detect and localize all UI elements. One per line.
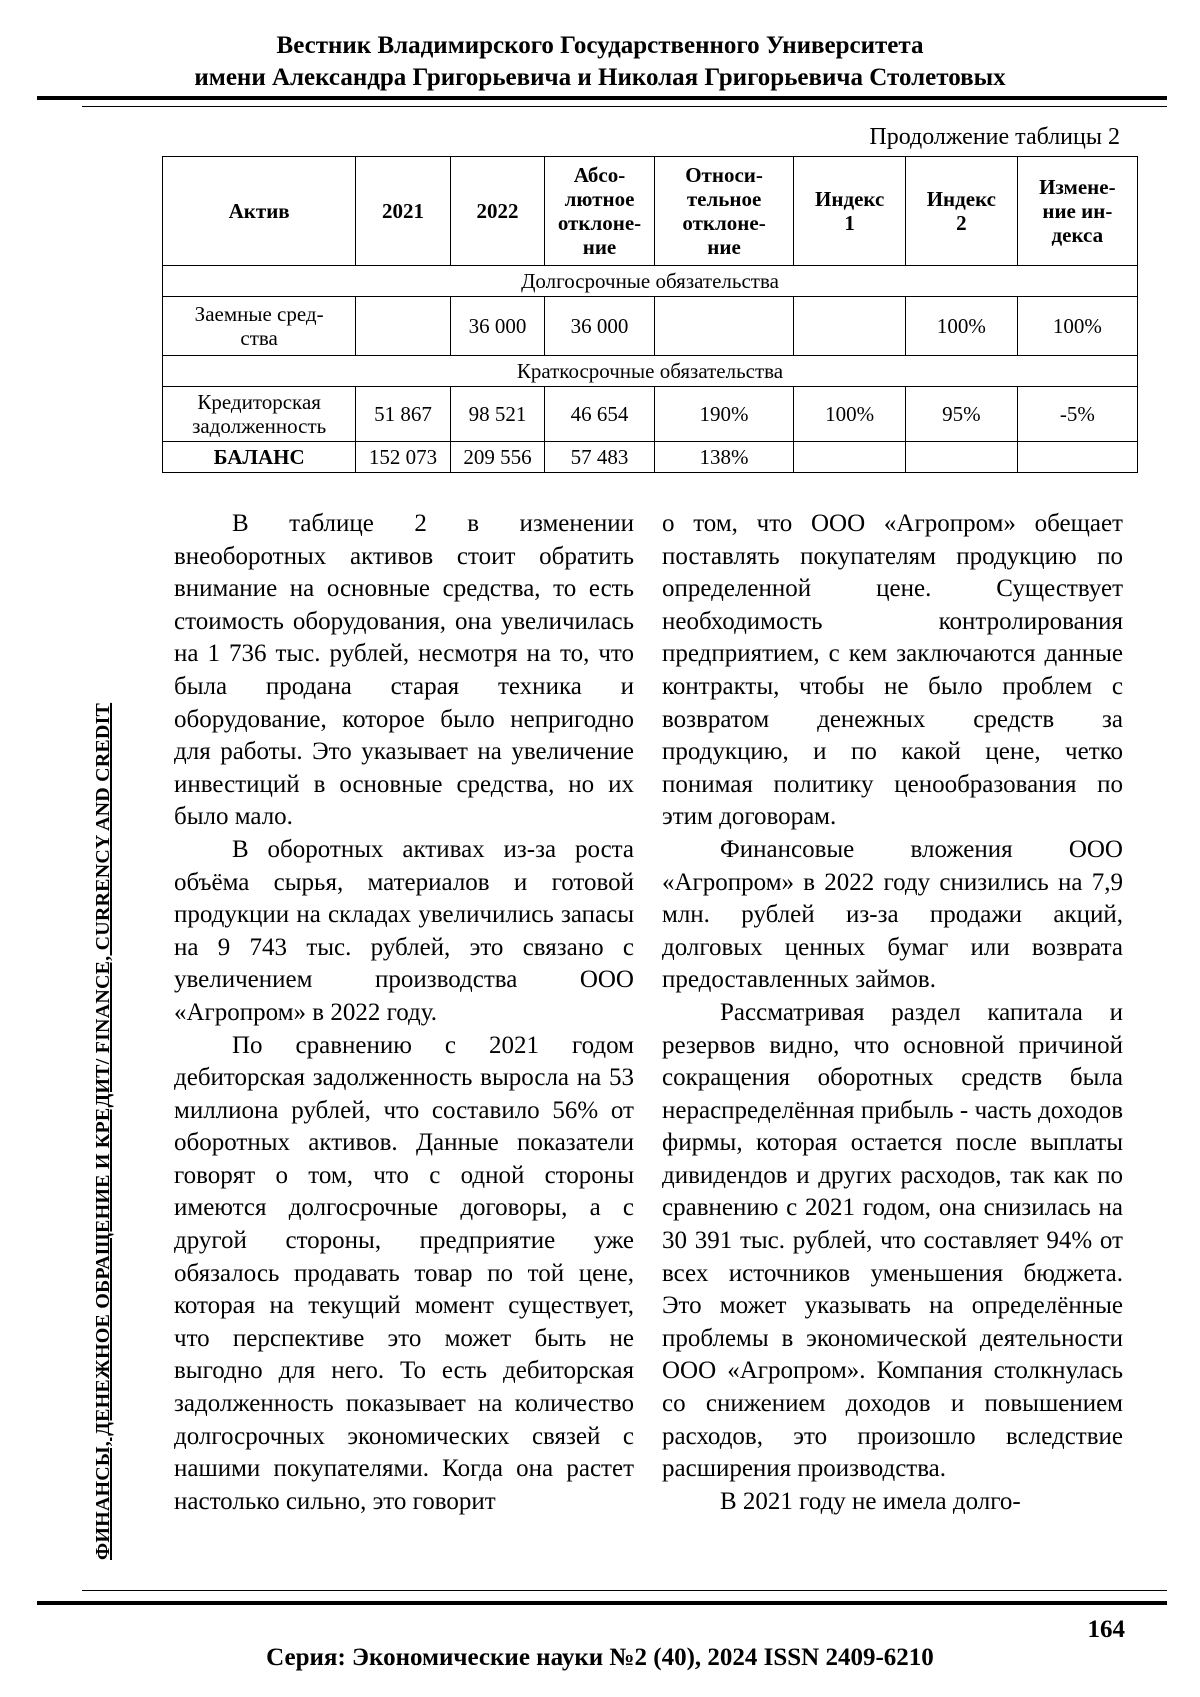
section-side-label: ФИНАНСЫ, ДЕНЕЖНОЕ ОБРАЩЕНИЕ И КРЕДИТ/ FINANCE, CURRENCY AND CREDIT	[92, 702, 114, 1560]
table-cell: 51 867	[356, 387, 450, 442]
table-cell	[654, 297, 794, 356]
right-column	[662, 508, 1123, 1518]
table-cell: 95%	[906, 387, 1018, 442]
table-cell	[1017, 442, 1137, 473]
col-header: Индекс 2	[906, 157, 1018, 266]
section-row	[163, 356, 1138, 387]
table-cell: 100%	[794, 387, 906, 442]
paragraph: о том, что ООО «Агропром» обещает поставлять покупателям продукцию по определенной цене. Существует необходимость контролирования предприятием, с кем заключаются данные контракты, чтобы не было проблем с возвратом денежных средств за продукцию, и по какой цене, четко понимая политику ценообразования по этим договорам.	[662, 510, 1123, 831]
header-thin-rule	[82, 106, 1167, 107]
table-row	[163, 442, 1138, 473]
table-cell: 36 000	[450, 297, 544, 356]
series-footer: Серия: Экономические науки №2 (40), 2024 ISSN 2409-6210	[266, 1644, 934, 1671]
table-header-row	[163, 157, 1138, 266]
header-rule	[37, 96, 1167, 100]
table-cell	[906, 442, 1018, 473]
col-header: Относи- тельное отклоне- ние	[654, 157, 794, 266]
paragraph: В 2021 году не имела долго-	[720, 1487, 1021, 1515]
col-header: Актив	[163, 157, 356, 266]
table-cell	[794, 442, 906, 473]
table-cell: БАЛАНС	[163, 442, 356, 473]
table-cell: 98 521	[450, 387, 544, 442]
table-cell: 209 556	[450, 442, 544, 473]
paragraph: В таблице 2 в изменении внеоборотных активов стоит обратить внимание на основные средства, то есть стоимость оборудования, она увеличилась на 1 736 тыс. рублей, несмотря на то, что была продана старая техника и оборудование, которое было непригодно для работы. Это указывает на увеличение инвестиций в основные средства, но их было мало.	[174, 510, 634, 831]
journal-title-line1: Вестник Владимирского Государственного Университета	[276, 32, 924, 59]
col-header: Индекс 1	[794, 157, 906, 266]
table-cell: 57 483	[545, 442, 655, 473]
paragraph: По сравнению с 2021 годом дебиторская задолженность выросла на 53 миллиона рублей, что составило 56% от оборотных активов. Данные показатели говорят о том, что с одной стороны имеются долгосрочные договоры, а с другой стороны, предприятие уже обязалось продавать товар по той цене, которая на текущий момент существует, что перспективе это может быть не выгодно для него. То есть дебиторская задолженность показывает на количество долгосрочных экономических связей с нашими покупателями. Когда она растет настолько сильно, это говорит	[174, 1031, 634, 1515]
table-cell: 36 000	[545, 297, 655, 356]
table-row	[163, 387, 1138, 442]
table-cell: 100%	[1017, 297, 1137, 356]
footer-rule	[37, 1601, 1167, 1605]
table-cell: 152 073	[356, 442, 450, 473]
journal-title-line2: имени Александра Григорьевича и Николая Григорьевича Столетовых	[194, 64, 1006, 91]
page-number: 164	[1087, 1616, 1125, 1643]
balance-table	[162, 156, 1138, 473]
section-title: Долгосрочные обязательства	[163, 266, 1138, 297]
journal-header	[0, 30, 1200, 94]
paragraph: Рассматривая раздел капитала и резервов видно, что основной причиной сокращения оборотных средств была нераспределённая прибыль - часть доходов фирмы, которая остается после выплаты дивидендов и других расходов, так как по сравнению с 2021 годом, она снизилась на 30 391 тыс. рублей, что составляет 94% от всех источников уменьшения бюджета. Это может указывать на определённые проблемы в экономической деятельности ООО «Агропром». Компания столкнулась со снижением доходов и повышением расходов, это произошло вследствие расширения производства.	[662, 998, 1123, 1483]
section-title: Краткосрочные обязательства	[163, 356, 1138, 387]
col-header: 2021	[356, 157, 450, 266]
table-cell: 190%	[654, 387, 794, 442]
paragraph: В оборотных активах из-за роста объёма сырья, материалов и готовой продукции на складах увеличились запасы на 9 743 тыс. рублей, это связано с увеличением производства ООО «Агропром» в 2022 году.	[174, 835, 634, 1026]
col-header: Абсо- лютное отклоне- ние	[545, 157, 655, 266]
col-header: 2022	[450, 157, 544, 266]
footer-thin-rule	[82, 1590, 1167, 1591]
table-cell: -5%	[1017, 387, 1137, 442]
table-cell	[794, 297, 906, 356]
table-cell: 138%	[654, 442, 794, 473]
table-cell: Заемные сред- ства	[163, 297, 356, 356]
table-cell	[356, 297, 450, 356]
paragraph: Финансовые вложения ООО «Агропром» в 2022 году снизились на 7,9 млн. рублей из-за продажи акций, долговых ценных бумаг или возврата предоставленных займов.	[662, 835, 1123, 994]
table-cell: 46 654	[545, 387, 655, 442]
table-cell: 100%	[906, 297, 1018, 356]
table-cell: Кредиторская задолженность	[163, 387, 356, 442]
table-row	[163, 297, 1138, 356]
col-header: Измене- ние ин- декса	[1017, 157, 1137, 266]
left-column	[174, 508, 634, 1518]
table-caption: Продолжение таблицы 2	[869, 124, 1120, 150]
section-row	[163, 266, 1138, 297]
